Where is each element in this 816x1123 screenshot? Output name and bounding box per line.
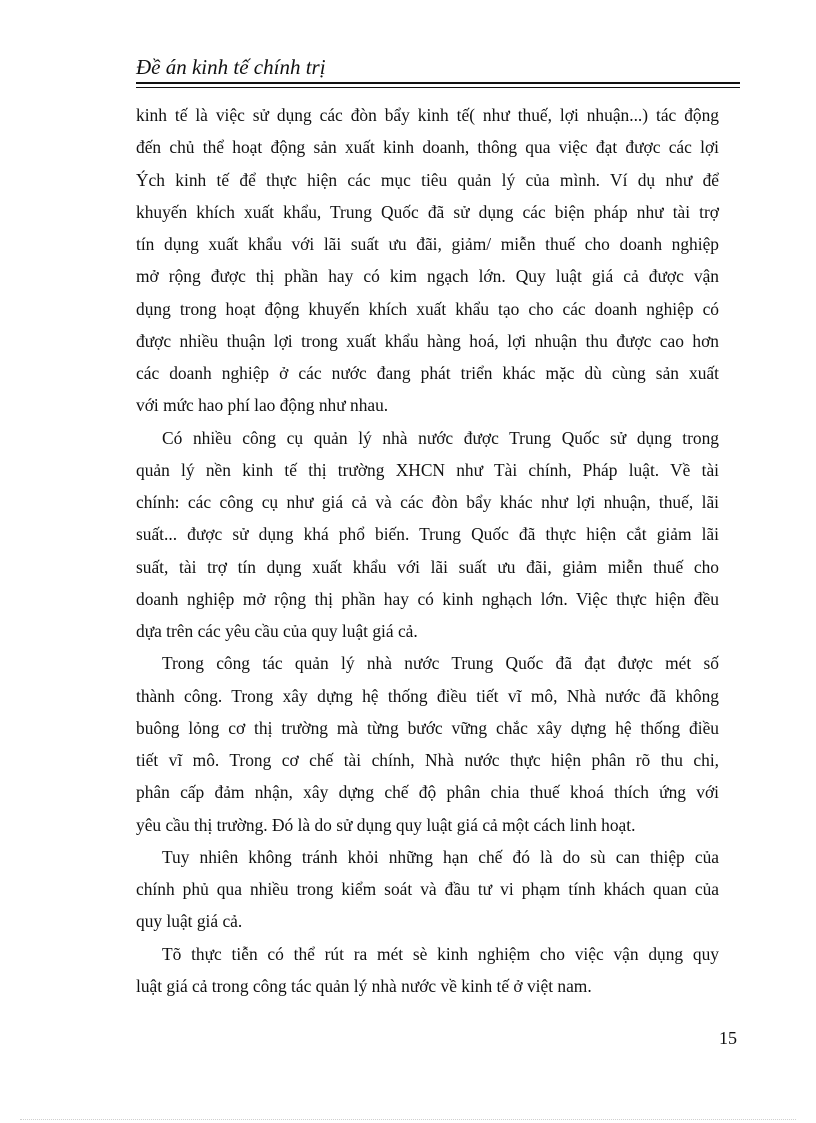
- text-line: dụng trong hoạt động khuyến khích xuất khẩu tạo cho các doanh nghiệp có: [136, 298, 719, 319]
- text-line: dựa trên các yêu cầu của quy luật giá cả.: [136, 621, 418, 641]
- header-rule-thin: [136, 87, 740, 88]
- text-line: suất, tài trợ tín dụng xuất khẩu với lãi suất ưu đãi, giảm miễn thuế cho: [136, 556, 719, 577]
- text-line: thành công. Trong xây dựng hệ thống điều tiết vĩ mô, Nhà nước đã không: [136, 685, 719, 706]
- text-line: Có nhiều công cụ quản lý nhà nước được Trung Quốc sử dụng trong: [162, 427, 719, 448]
- text-line: doanh nghiệp mở rộng thị phần hay có kinh nghạch lớn. Việc thực hiện đều: [136, 588, 719, 609]
- paragraph: [136, 841, 719, 938]
- page-header: [136, 54, 740, 80]
- paragraph: [136, 422, 719, 648]
- text-line: chính phủ qua nhiều trong kiểm soát và đầu tư vi phạm tính khách quan của: [136, 879, 719, 899]
- text-line: khuyến khích xuất khẩu, Trung Quốc đã sử dụng các biện pháp như tài trợ: [136, 201, 719, 222]
- text-line: kinh tế là việc sử dụng các đòn bẩy kinh tế( như thuế, lợi nhuận...) tác động: [136, 105, 719, 125]
- paragraph: [136, 647, 719, 841]
- text-line: buông lỏng cơ thị trường mà từng bước vững chắc xây dựng hệ thống điều: [136, 717, 719, 738]
- text-line: luật giá cả trong công tác quản lý nhà nước về kinh tế ở việt nam.: [136, 975, 592, 996]
- header-rule-thick: [136, 82, 740, 84]
- text-line: được nhiều thuận lợi trong xuất khẩu hàng hoá, lợi nhuận thu được cao hơn: [136, 330, 719, 351]
- body-text: [136, 99, 719, 1002]
- text-line: đến chủ thể hoạt động sản xuất kinh doanh, thông qua việc đạt được các lợi: [136, 137, 719, 158]
- text-line: các doanh nghiệp ở các nước đang phát triển khác mặc dù cùng sản xuất: [136, 363, 719, 383]
- paragraph: [136, 99, 719, 422]
- text-line: Tuy nhiên không tránh khỏi những hạn chế đó là do sù can thiệp của: [162, 846, 719, 867]
- text-line: tiết vĩ mô. Trong cơ chế tài chính, Nhà nước thực hiện phân rõ thu chi,: [136, 750, 719, 770]
- page-bottom-border: [20, 1119, 796, 1120]
- text-line: phân cấp đảm nhận, xây dựng chế độ phân chia thuế khoá thích ứng với: [136, 782, 719, 803]
- text-line: Ých kinh tế để thực hiện các mục tiêu quản lý của mình. Ví dụ như để: [136, 169, 719, 190]
- header-title: Đề án kinh tế chính trị: [136, 55, 326, 79]
- text-line: suất... được sử dụng khá phổ biến. Trung Quốc đã thực hiện cắt giảm lãi: [136, 524, 719, 545]
- text-line: quản lý nền kinh tế thị trường XHCN như Tài chính, Pháp luật. Về tài: [136, 459, 719, 480]
- page-number: 15: [719, 1028, 737, 1048]
- text-line: Trong công tác quản lý nhà nước Trung Quốc đã đạt được mét số: [162, 653, 719, 674]
- paragraph: [136, 938, 719, 1003]
- text-line: quy luật giá cả.: [136, 911, 243, 932]
- text-line: mở rộng được thị phần hay có kim ngạch lớn. Quy luật giá cả được vận: [136, 266, 719, 287]
- text-line: chính: các công cụ như giá cả và các đòn bẩy khác như lợi nhuận, thuế, lãi: [136, 492, 719, 512]
- text-line: yêu cầu thị trường. Đó là do sử dụng quy luật giá cả một cách linh hoạt.: [136, 814, 636, 835]
- text-line: Tõ thực tiễn có thể rút ra mét sè kinh nghiệm cho việc vận dụng quy: [162, 943, 719, 964]
- text-line: với mức hao phí lao động như nhau.: [136, 395, 389, 416]
- text-line: tín dụng xuất khẩu với lãi suất ưu đãi, giảm/ miễn thuế cho doanh nghiệp: [136, 234, 719, 254]
